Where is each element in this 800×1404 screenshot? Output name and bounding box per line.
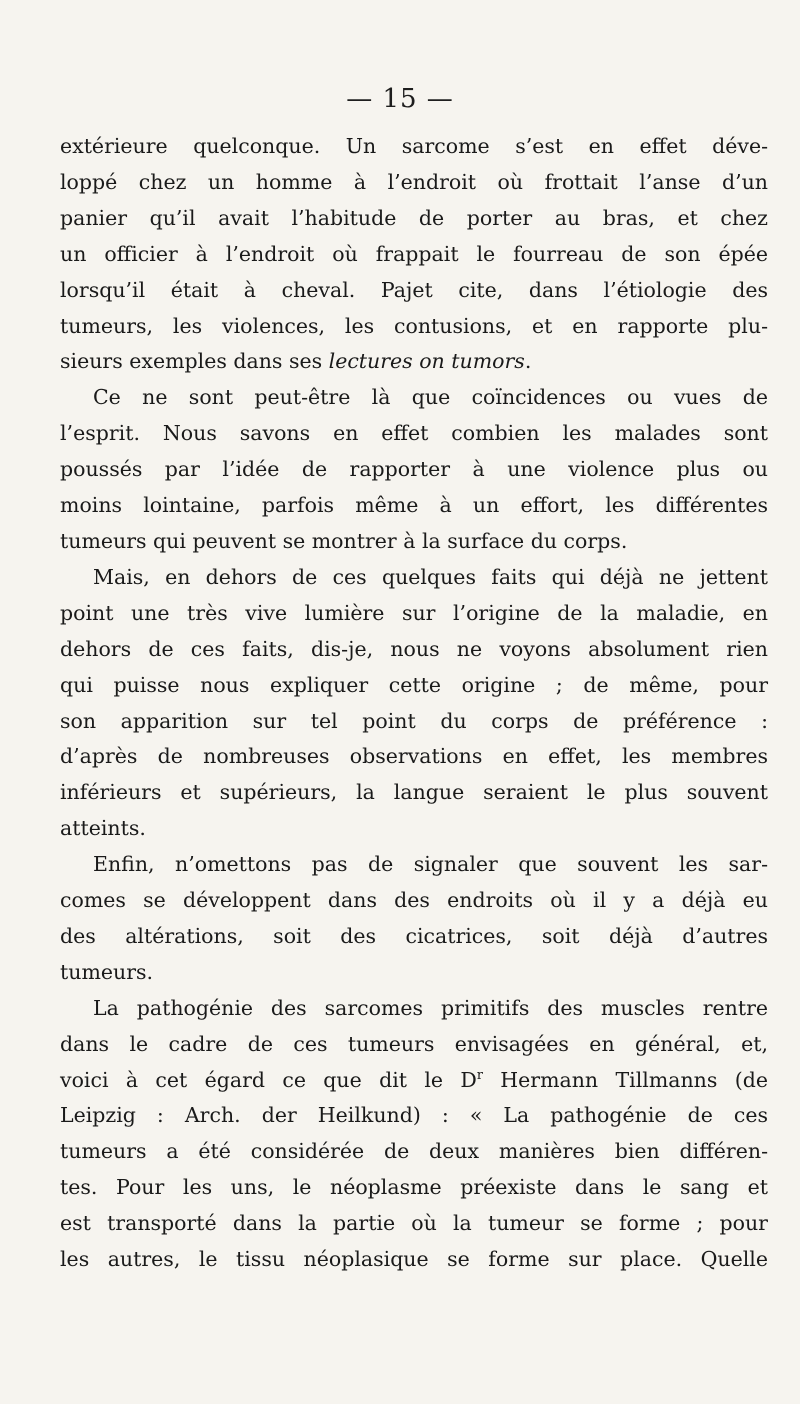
text-line: point une très vive lumière sur l’origine de la maladie, en — [60, 600, 768, 625]
text-fragment: Hermann Tillmanns (de — [482, 1067, 769, 1092]
text-line: Ce ne sont peut-être là que coïncidences ou vues de — [93, 385, 768, 410]
text-line: Enfin, n’omettons pas de signaler que souvent les sar- — [93, 852, 768, 877]
text-line: un officier à l’endroit où frappait le fourreau de son épée — [60, 241, 768, 266]
book-title: lectures on tumors — [328, 349, 525, 374]
text-line: tes. Pour les uns, le néoplasme préexiste dans le sang et — [60, 1175, 768, 1200]
paragraph-4 — [60, 847, 768, 991]
text-line: moins lointaine, parfois même à un effort, les différentes — [60, 493, 768, 518]
text-line: tumeurs. — [60, 959, 154, 984]
paragraph-5 — [60, 991, 768, 1278]
text-fragment: sieurs exemples dans ses — [60, 349, 329, 374]
text-line: panier qu’il avait l’habitude de porter au bras, et chez — [60, 205, 768, 230]
text-line: extérieure quelconque. Un sarcome s’est en effet déve- — [60, 134, 768, 158]
text-line: comes se développent dans des endroits où il y a déjà eu — [60, 888, 768, 913]
text-line: La pathogénie des sarcomes primitifs des muscles rentre — [93, 995, 768, 1020]
text-line: l’esprit. Nous savons en effet combien les malades sont — [60, 421, 768, 446]
paragraph-3 — [60, 560, 768, 847]
text-line: d’après de nombreuses observations en effet, les membres — [60, 744, 768, 769]
superscript: r — [476, 1066, 483, 1082]
text-line: atteints. — [60, 816, 146, 841]
text-line: poussés par l’idée de rapporter à une violence plus ou — [60, 457, 768, 482]
text-line: qui puisse nous expliquer cette origine ; de même, pour — [60, 672, 768, 697]
text-line — [60, 1063, 768, 1099]
text-fragment: . — [524, 349, 532, 374]
text-line: tumeurs a été considérée de deux manières bien différen- — [60, 1139, 768, 1164]
text-line: dans le cadre de ces tumeurs envisagées en général, et, — [60, 1031, 768, 1056]
text-fragment: voici à cet égard ce que dit le D — [60, 1067, 477, 1092]
text-line: tumeurs, les violences, les contusions, et en rapporte plu- — [60, 313, 768, 338]
text-line: lorsqu’il était à cheval. Pajet cite, dans l’étiologie des — [60, 277, 768, 302]
text-line: Leipzig : Arch. der Heilkund) : « La pathogénie de ces — [60, 1103, 768, 1128]
text-line: Mais, en dehors de ces quelques faits qui déjà ne jettent — [93, 564, 768, 589]
text-line: tumeurs qui peuvent se montrer à la surface du corps. — [60, 528, 628, 553]
text-line: dehors de ces faits, dis-je, nous ne voyons absolument rien — [60, 636, 768, 661]
text-line: est transporté dans la partie où la tumeur se forme ; pour — [60, 1211, 768, 1236]
text-line: son apparition sur tel point du corps de préférence : — [60, 708, 768, 733]
paragraph-1 — [60, 129, 768, 380]
text-line: les autres, le tissu néoplasique se forme sur place. Quelle — [60, 1247, 768, 1272]
page-number: — 15 — — [346, 84, 454, 114]
text-line: inférieurs et supérieurs, la langue seraient le plus souvent — [60, 780, 768, 805]
paragraph-2 — [60, 380, 768, 560]
text-line — [60, 344, 768, 380]
text-line: des altérations, soit des cicatrices, soit déjà d’autres — [60, 923, 768, 948]
body-text — [60, 129, 768, 1278]
text-line: loppé chez un homme à l’endroit où frottait l’anse d’un — [60, 169, 768, 194]
